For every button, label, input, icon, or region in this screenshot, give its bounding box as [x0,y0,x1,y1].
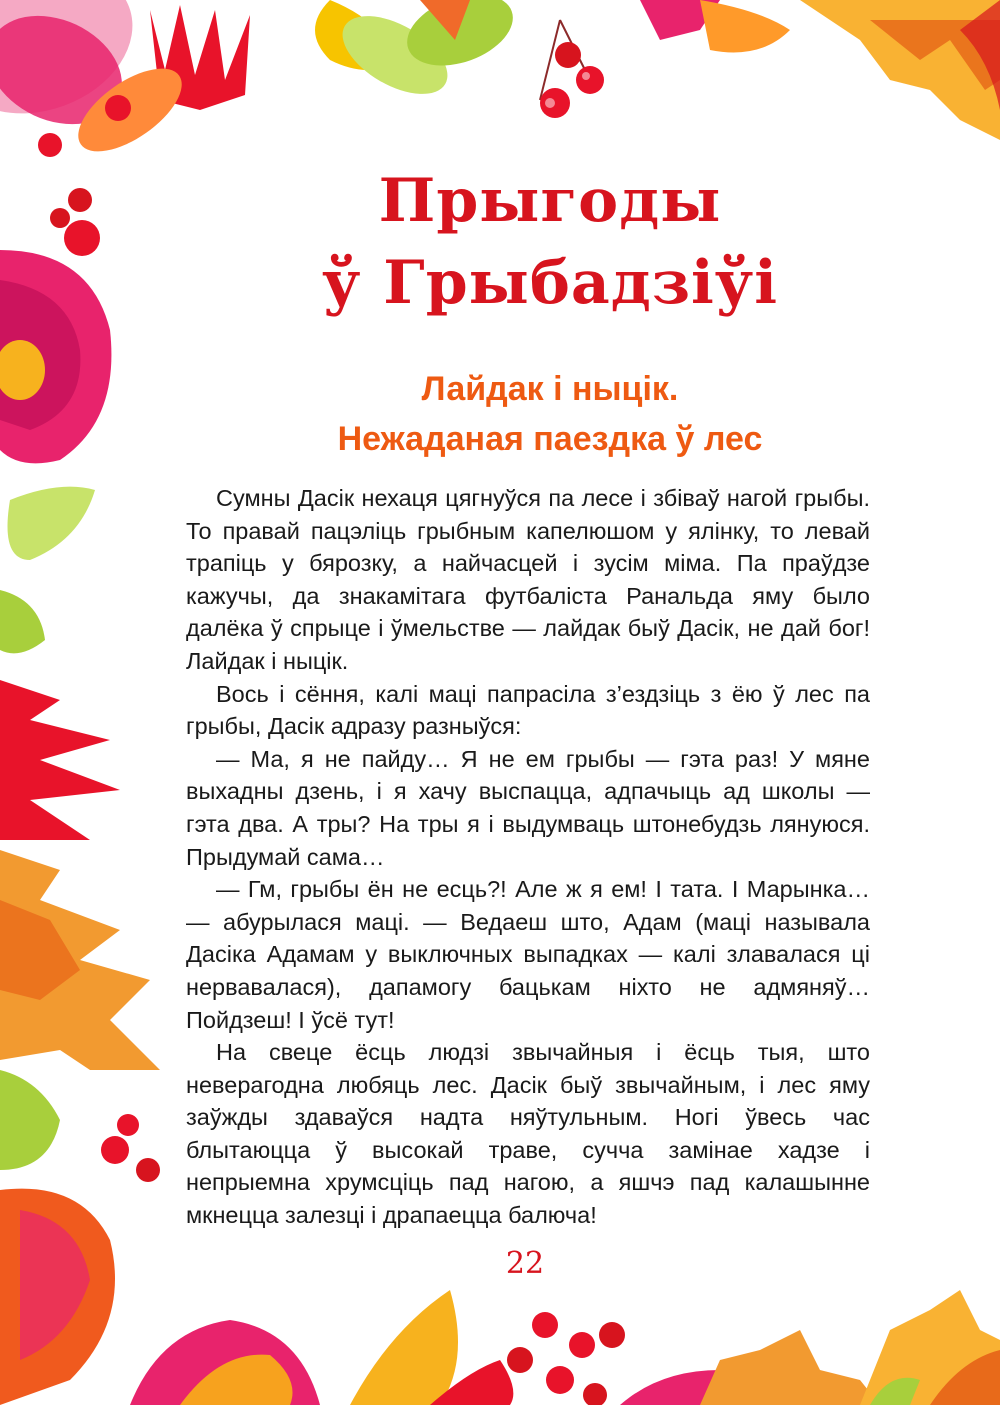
page-number: 22 [505,1246,545,1281]
paragraph: Вось і сёння, калі маці папрасіла з’ездзіць з ёю ў лес па грыбы, Дасік адразу разныўся: [186,680,870,740]
top-leaves-decoration [0,0,1000,167]
bottom-leaves-decoration [130,1290,1000,1405]
story-title-line-2: ў Грыбадзіўі [322,248,778,318]
paragraph: — Гм, грыбы ён не есць?! Але ж я ем! І тата. І Марынка… — абурылася маці. — Ведаеш што, Адам (маці называла Дасіка Адамам у выключных выпадках — калі злавалася ці нервавалася), дапамогу бацькам ніхто не адмяняў… Пойдзеш! І ўсё тут! [186,876,870,1033]
story-title [200,160,900,324]
chapter-title-line-1: Лайдак і ныцік. [421,370,679,408]
paragraph: На свеце ёсць людзі звычайныя і ёсць тыя, што неверагодна любяць лес. Дасік быў звычайным, і лес яму заўжды здаваўся надта няўтульным. Ногі ўвесь час блытаюцца ў высокай траве, сучча замінае хадзе і непрыемна хрумсціць пад нагою, а яшчэ пад калашынне мкнецца залезці і драпаецца балюча! [186,1039,870,1229]
chapter-title-line-2: Нежаданая паездка ў лес [337,420,763,458]
chapter-title [200,364,900,464]
story-title-line-1: Прыгоды [378,166,722,236]
paragraph: Сумны Дасік нехаця цягнуўся па лесе і збіваў нагой грыбы. То правай пацэліць грыбным капелюшом у ялінку, то левай трапіць у бярозку, а найчасцей і зусім міма. Па праўдзе кажучы, да знакамітага футбаліста Ранальда яму было далёка ў спрыце і ўмельстве — лайдак быў Дасік, не дай бог! Лайдак і ныцік. [186,485,870,674]
story-body [186,482,870,1232]
paragraph: — Ма, я не пайду… Я не ем грыбы — гэта раз! У мяне выхадны дзень, і я хачу выспацца, адпачыць ад школы — гэта два. А тры? На тры я і выдумваць штонебудзь лянуюся. Прыдумай сама… [186,745,870,870]
left-leaves-decoration [0,95,160,1405]
